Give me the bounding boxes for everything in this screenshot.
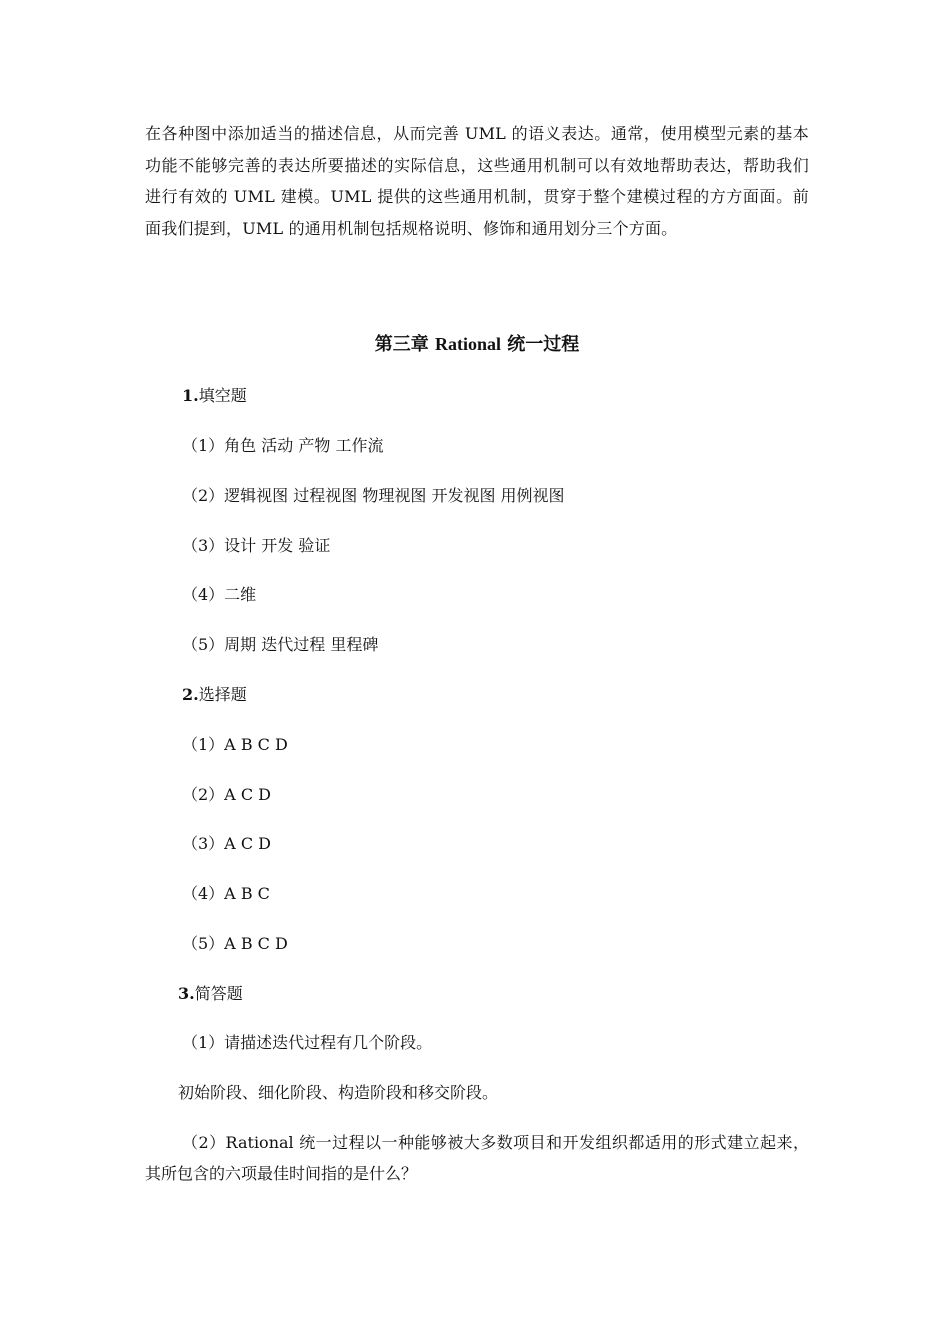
answer-1: 初始阶段、细化阶段、构造阶段和移交阶段。 — [178, 1083, 499, 1102]
list-item: （3）设计 开发 验证 — [182, 536, 331, 555]
list-item: （2）逻辑视图 过程视图 物理视图 开发视图 用例视图 — [182, 486, 565, 505]
chapter-title — [145, 330, 809, 359]
chapter-title-suffix: 统一过程 — [501, 334, 580, 355]
section-number: 1. — [182, 386, 199, 405]
list-item: （2）A C D — [182, 785, 271, 804]
chapter-title-prefix: 第三章 — [374, 334, 435, 355]
list-item: （1）A B C D — [182, 735, 288, 754]
question-1: （1）请描述迭代过程有几个阶段。 — [182, 1033, 433, 1052]
list-item: （3）A C D — [182, 834, 271, 853]
list-item: （1）角色 活动 产物 工作流 — [182, 436, 384, 455]
section-heading-multiple-choice — [182, 683, 247, 707]
intro-paragraph: 在各种图中添加适当的描述信息，从而完善 UML 的语义表达。通常，使用模型元素的基本功能不能够完善的表达所要描述的实际信息，这些通用机制可以有效地帮助表达，帮助我们进行有效的 UML 建模。UML 提供的这些通用机制，贯穿于整个建模过程的方方面面。前面我们提到，UML 的通用机制包括规格说明、修饰和通用划分三个方面。 — [145, 124, 809, 238]
list-item: （5）周期 迭代过程 里程碑 — [182, 635, 379, 654]
section-title: 填空题 — [198, 386, 247, 405]
section-heading-fill-blank — [182, 384, 247, 408]
list-item: （4）A B C — [182, 884, 270, 903]
section-title: 选择题 — [198, 685, 247, 704]
section-number: 3. — [178, 984, 195, 1003]
chapter-title-latin: Rational — [434, 334, 501, 354]
section-number: 2. — [182, 685, 199, 704]
question-2: （2）Rational 统一过程以一种能够被大多数项目和开发组织都适用的形式建立起来，其所包含的六项最佳时间指的是什么？ — [145, 1133, 809, 1183]
section-title: 简答题 — [194, 984, 243, 1003]
section-heading-short-answer — [178, 982, 243, 1006]
list-item: （5）A B C D — [182, 934, 288, 953]
list-item: （4）二维 — [182, 585, 257, 604]
